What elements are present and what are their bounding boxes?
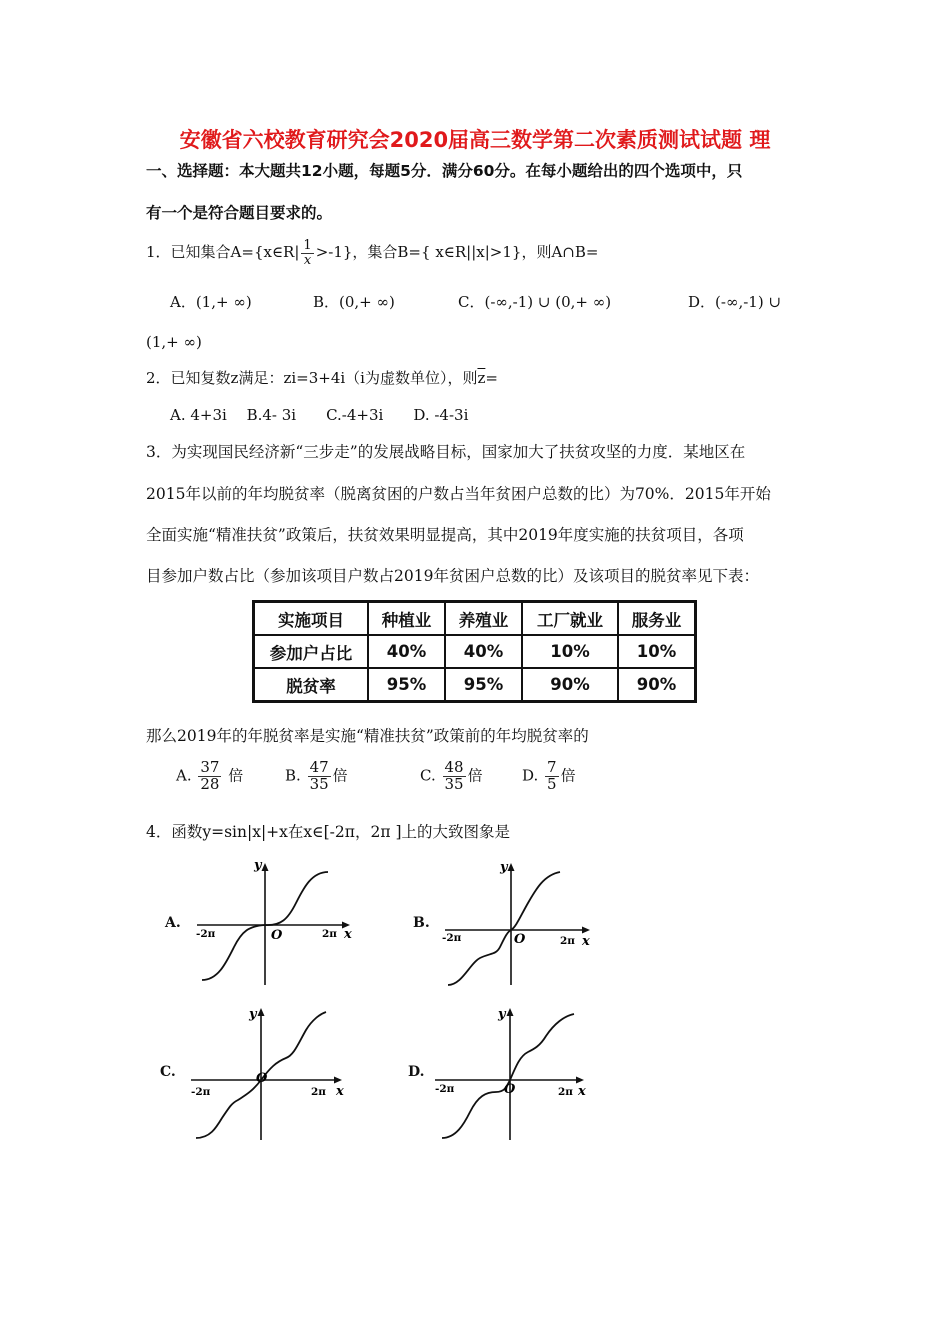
table-cell: 40%	[368, 635, 445, 668]
q1-stem-pre: 1．已知集合A={x∈R|	[146, 243, 300, 262]
y-arrow-icon	[258, 1008, 265, 1016]
q3-line-4: 目参加户数占比（参加该项目户数占2019年贫困户总数的比）及该项目的脱贫率见下表：	[146, 567, 759, 585]
option-frac-den: 35	[309, 774, 329, 793]
option-suffix: 倍	[332, 766, 348, 785]
table-cell: 95%	[445, 668, 522, 702]
option-frac-num: 37	[200, 758, 220, 776]
neg-2pi-label: -2π	[196, 928, 216, 940]
graph-c-label: C.	[160, 1064, 176, 1080]
q1-option-b: B．(0,+ ∞)	[313, 293, 395, 311]
q1-option-d: D．(-∞,-1) ∪	[688, 293, 782, 311]
option-label: C.	[420, 766, 436, 785]
x-label: x	[578, 1084, 586, 1099]
q3-option-d	[522, 760, 576, 793]
option-fraction	[545, 760, 559, 793]
x-label: x	[336, 1084, 344, 1099]
x-label: x	[582, 934, 590, 949]
q3-table	[252, 600, 697, 703]
option-suffix: 倍	[467, 766, 483, 785]
page-title: 安徽省六校教育研究会2020届高三数学第二次素质测试试题 理	[179, 128, 771, 152]
table-cell: 90%	[618, 668, 696, 702]
table-cell: 40%	[445, 635, 522, 668]
table-header-row	[254, 602, 696, 636]
question-4: 4．函数y=sin|x|+x在x∈[-2π，2π ]上的大致图象是	[146, 823, 510, 841]
y-label: y	[498, 1007, 506, 1022]
q1-stem-post: >-1}，集合B={ x∈R||x|>1}，则A∩B=	[315, 243, 599, 262]
option-suffix: 倍	[228, 766, 244, 785]
question-1	[146, 239, 598, 267]
table-row	[254, 668, 696, 702]
option-frac-num: 7	[547, 758, 557, 776]
table-cell: 10%	[522, 635, 618, 668]
q1-fraction	[301, 239, 313, 267]
section-heading-line1: 一、选择题：本大题共12小题，每题5分．满分60分。在每小题给出的四个选项中，只	[146, 162, 743, 180]
origin-label: O	[504, 1082, 516, 1097]
option-suffix: 倍	[560, 766, 576, 785]
table-header-cell: 服务业	[618, 602, 696, 636]
q2-z-conjugate: $\overline{z}$	[477, 369, 486, 387]
q1-option-d-continued: (1,+ ∞)	[146, 333, 202, 351]
table-cell: 90%	[522, 668, 618, 702]
table-header-cell: 种植业	[368, 602, 445, 636]
graph-d-label: D.	[408, 1064, 425, 1080]
table-cell: 脱贫率	[254, 668, 369, 702]
q3-option-c	[420, 760, 483, 793]
pos-2pi-label: 2π	[322, 928, 337, 940]
q1-option-c: C．(-∞,-1) ∪ (0,+ ∞)	[458, 293, 612, 311]
origin-label: O	[514, 932, 526, 947]
table-cell: 95%	[368, 668, 445, 702]
q3-line-1: 3．为实现国民经济新“三步走”的发展战略目标，国家加大了扶贫攻坚的力度．某地区在	[146, 443, 746, 461]
y-label: y	[254, 858, 262, 873]
y-label: y	[249, 1007, 257, 1022]
q3-after-text: 那么2019年的年脱贫率是实施“精准扶贫”政策前的年均脱贫率的	[146, 727, 589, 745]
option-label: A.	[176, 766, 192, 785]
y-arrow-icon	[262, 863, 269, 871]
graph-c	[186, 1000, 356, 1145]
question-2	[146, 367, 498, 388]
q3-option-a	[176, 760, 243, 793]
table-header-cell: 养殖业	[445, 602, 522, 636]
option-fraction	[443, 760, 466, 793]
q2-stem-post: =	[485, 369, 498, 387]
origin-label: O	[256, 1071, 268, 1086]
curve	[448, 872, 560, 985]
option-frac-den: 5	[547, 774, 557, 793]
q1-option-a: A．(1,+ ∞)	[170, 293, 252, 311]
graph-d	[430, 1000, 600, 1145]
q3-option-b	[285, 760, 348, 793]
graph-b-label: B.	[413, 915, 430, 931]
neg-2pi-label: -2π	[191, 1086, 211, 1098]
x-arrow-icon	[334, 1077, 342, 1084]
q2-stem-pre: 2．已知复数z满足：zi=3+4i（i为虚数单位），则	[146, 369, 478, 387]
x-arrow-icon	[582, 927, 590, 934]
option-label: B.	[285, 766, 301, 785]
neg-2pi-label: -2π	[442, 932, 462, 944]
section-heading-line2: 有一个是符合题目要求的。	[146, 204, 333, 222]
q3-line-2: 2015年以前的年均脱贫率（脱离贫困的户数占当年贫困户总数的比）为70%．2015年开始	[146, 485, 771, 503]
table-row	[254, 635, 696, 668]
table-cell: 10%	[618, 635, 696, 668]
graph-a-label: A.	[165, 915, 181, 931]
q1-frac-num: 1	[303, 238, 312, 253]
option-fraction	[198, 760, 221, 793]
option-frac-den: 28	[200, 774, 220, 793]
q3-line-3: 全面实施“精准扶贫”政策后，扶贫效果明显提高，其中2019年度实施的扶贫项目，各项	[146, 526, 744, 544]
curve	[442, 1014, 574, 1138]
q2-options: A. 4+3i B.4- 3i C.-4+3i D. -4-3i	[170, 406, 469, 424]
x-label: x	[344, 927, 352, 942]
pos-2pi-label: 2π	[558, 1086, 573, 1098]
graph-b	[440, 855, 610, 990]
q1-frac-den: x	[303, 252, 312, 268]
origin-label: O	[271, 928, 283, 943]
table-header-cell: 实施项目	[254, 602, 369, 636]
table-cell: 参加户占比	[254, 635, 369, 668]
y-arrow-icon	[508, 863, 515, 871]
neg-2pi-label: -2π	[435, 1083, 455, 1095]
option-frac-num: 47	[309, 758, 329, 776]
pos-2pi-label: 2π	[311, 1086, 326, 1098]
option-frac-num: 48	[444, 758, 464, 776]
graph-a	[192, 855, 362, 990]
option-fraction	[308, 760, 331, 793]
table-header-cell: 工厂就业	[522, 602, 618, 636]
option-frac-den: 35	[444, 774, 464, 793]
y-arrow-icon	[507, 1008, 514, 1016]
y-label: y	[500, 860, 508, 875]
x-arrow-icon	[576, 1077, 584, 1084]
pos-2pi-label: 2π	[560, 935, 575, 947]
option-label: D.	[522, 766, 539, 785]
